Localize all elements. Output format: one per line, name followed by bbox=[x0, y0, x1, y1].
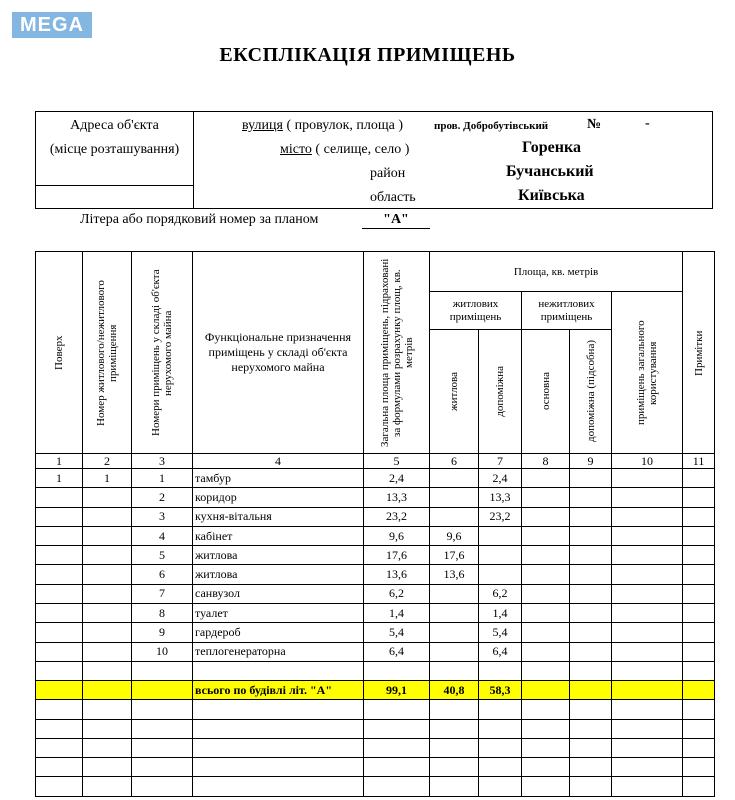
address-label: Адреса об'єкта bbox=[70, 118, 159, 133]
street-value: пров. Добробутівський bbox=[434, 120, 549, 132]
empty-cell bbox=[522, 546, 570, 565]
header-purpose: Функціональне призначення приміщень у складі об'єкта нерухомого майна bbox=[193, 252, 364, 454]
empty-cell bbox=[612, 584, 683, 603]
empty-cell bbox=[570, 681, 612, 700]
auxiliary-area-cell: 6,2 bbox=[479, 584, 522, 603]
header-living: житлова bbox=[430, 330, 479, 454]
table-row bbox=[36, 584, 715, 603]
number-label: № bbox=[587, 117, 602, 132]
empty-cell bbox=[612, 700, 683, 719]
living-area-cell bbox=[430, 738, 479, 757]
divider bbox=[36, 185, 193, 186]
empty-cell bbox=[522, 777, 570, 796]
living-area-cell bbox=[430, 623, 479, 642]
empty-cell bbox=[683, 546, 715, 565]
room-number-cell: 2 bbox=[132, 488, 193, 507]
mega-watermark-logo: MEGA bbox=[12, 12, 92, 38]
auxiliary-area-cell bbox=[479, 700, 522, 719]
empty-cell bbox=[570, 642, 612, 661]
empty-cell bbox=[522, 681, 570, 700]
empty-cell bbox=[570, 700, 612, 719]
total-row bbox=[36, 681, 715, 700]
total-area-cell: 1,4 bbox=[364, 604, 430, 623]
room-number-cell bbox=[132, 738, 193, 757]
apartment-cell bbox=[83, 488, 132, 507]
room-number-cell: 10 bbox=[132, 642, 193, 661]
room-name-cell: всього по будівлі літ. "А" bbox=[193, 681, 364, 700]
empty-cell bbox=[683, 738, 715, 757]
empty-cell bbox=[612, 565, 683, 584]
room-name-cell bbox=[193, 758, 364, 777]
table-row bbox=[36, 604, 715, 623]
table-row bbox=[36, 469, 715, 488]
empty-cell bbox=[612, 719, 683, 738]
empty-cell bbox=[612, 546, 683, 565]
total-area-cell: 5,4 bbox=[364, 623, 430, 642]
empty-cell bbox=[522, 584, 570, 603]
empty-cell bbox=[570, 584, 612, 603]
empty-cell bbox=[683, 604, 715, 623]
empty-cell bbox=[612, 758, 683, 777]
living-area-cell bbox=[430, 469, 479, 488]
living-area-cell bbox=[430, 719, 479, 738]
auxiliary-area-cell: 6,4 bbox=[479, 642, 522, 661]
empty-cell bbox=[612, 604, 683, 623]
district-label: район bbox=[370, 166, 406, 181]
city-value: Горенка bbox=[522, 139, 581, 156]
table-row bbox=[36, 565, 715, 584]
apartment-cell bbox=[83, 507, 132, 526]
empty-cell bbox=[522, 526, 570, 545]
table-row bbox=[36, 623, 715, 642]
address-box bbox=[35, 111, 713, 209]
room-name-cell: кухня-вітальня bbox=[193, 507, 364, 526]
living-area-cell: 9,6 bbox=[430, 526, 479, 545]
apartment-cell bbox=[83, 777, 132, 796]
room-name-cell: тамбур bbox=[193, 469, 364, 488]
auxiliary-area-cell bbox=[479, 719, 522, 738]
room-number-cell bbox=[132, 681, 193, 700]
apartment-cell bbox=[83, 565, 132, 584]
apartment-cell bbox=[83, 700, 132, 719]
room-number-cell: 3 bbox=[132, 507, 193, 526]
table-row bbox=[36, 700, 715, 719]
header-floor: Поверх bbox=[36, 252, 83, 454]
floor-cell bbox=[36, 661, 83, 680]
floor-cell: 1 bbox=[36, 469, 83, 488]
living-area-cell bbox=[430, 584, 479, 603]
floor-cell bbox=[36, 565, 83, 584]
room-number-cell: 1 bbox=[132, 469, 193, 488]
empty-cell bbox=[522, 507, 570, 526]
auxiliary-area-cell bbox=[479, 526, 522, 545]
auxiliary-area-cell: 2,4 bbox=[479, 469, 522, 488]
empty-cell bbox=[522, 604, 570, 623]
total-area-cell bbox=[364, 758, 430, 777]
apartment-cell bbox=[83, 584, 132, 603]
apartment-cell bbox=[83, 642, 132, 661]
region-label: область bbox=[370, 190, 416, 205]
room-name-cell bbox=[193, 719, 364, 738]
page-title: ЕКСПЛІКАЦІЯ ПРИМІЩЕНЬ bbox=[219, 44, 516, 66]
living-area-cell: 17,6 bbox=[430, 546, 479, 565]
header-apartment-number: Номер житлового/нежитлового приміщення bbox=[83, 252, 132, 454]
auxiliary-area-cell: 5,4 bbox=[479, 623, 522, 642]
total-area-cell bbox=[364, 719, 430, 738]
total-area-cell: 23,2 bbox=[364, 507, 430, 526]
table-row bbox=[36, 488, 715, 507]
floor-cell bbox=[36, 719, 83, 738]
empty-cell bbox=[570, 565, 612, 584]
apartment-cell bbox=[83, 604, 132, 623]
empty-cell bbox=[612, 738, 683, 757]
header-auxiliary-utility: допоміжна (підсобна) bbox=[570, 330, 612, 454]
table-row bbox=[36, 758, 715, 777]
empty-cell bbox=[612, 777, 683, 796]
header-main: основна bbox=[522, 330, 570, 454]
number-value: - bbox=[645, 116, 650, 131]
total-area-cell: 6,4 bbox=[364, 642, 430, 661]
address-label-cell bbox=[36, 112, 194, 208]
column-number-row: 1 2 3 4 5 6 7 8 9 10 11 bbox=[36, 454, 715, 469]
empty-cell bbox=[683, 623, 715, 642]
living-area-cell bbox=[430, 661, 479, 680]
table-row bbox=[36, 777, 715, 796]
empty-cell bbox=[612, 526, 683, 545]
total-area-cell: 6,2 bbox=[364, 584, 430, 603]
room-name-cell bbox=[193, 777, 364, 796]
total-area-cell: 2,4 bbox=[364, 469, 430, 488]
header-area-group: Площа, кв. метрів bbox=[430, 252, 683, 292]
table-row bbox=[36, 738, 715, 757]
empty-cell bbox=[522, 700, 570, 719]
total-area-cell bbox=[364, 700, 430, 719]
floor-cell bbox=[36, 488, 83, 507]
room-name-cell: теплогенераторна bbox=[193, 642, 364, 661]
total-area-cell: 17,6 bbox=[364, 546, 430, 565]
district-value: Бучанський bbox=[506, 163, 594, 180]
litera-value: "А" bbox=[362, 212, 430, 229]
empty-cell bbox=[683, 681, 715, 700]
auxiliary-area-cell bbox=[479, 777, 522, 796]
auxiliary-area-cell: 1,4 bbox=[479, 604, 522, 623]
empty-cell bbox=[522, 738, 570, 757]
room-number-cell bbox=[132, 700, 193, 719]
living-area-cell: 40,8 bbox=[430, 681, 479, 700]
empty-cell bbox=[570, 488, 612, 507]
room-number-cell: 9 bbox=[132, 623, 193, 642]
empty-cell bbox=[522, 758, 570, 777]
empty-cell bbox=[612, 507, 683, 526]
apartment-cell: 1 bbox=[83, 469, 132, 488]
living-area-cell bbox=[430, 488, 479, 507]
empty-cell bbox=[522, 719, 570, 738]
auxiliary-area-cell bbox=[479, 758, 522, 777]
header-auxiliary: допоміжна bbox=[479, 330, 522, 454]
floor-cell bbox=[36, 546, 83, 565]
empty-cell bbox=[683, 700, 715, 719]
empty-cell bbox=[683, 488, 715, 507]
empty-cell bbox=[570, 546, 612, 565]
room-number-cell bbox=[132, 661, 193, 680]
total-area-cell: 13,6 bbox=[364, 565, 430, 584]
room-number-cell: 6 bbox=[132, 565, 193, 584]
header-room-number: Номери приміщень у складі об'єкта нерухомого майна bbox=[132, 252, 193, 454]
empty-cell bbox=[522, 488, 570, 507]
empty-cell bbox=[570, 719, 612, 738]
room-number-cell bbox=[132, 719, 193, 738]
living-area-cell bbox=[430, 507, 479, 526]
room-name-cell: житлова bbox=[193, 546, 364, 565]
empty-cell bbox=[522, 661, 570, 680]
empty-cell bbox=[570, 526, 612, 545]
empty-cell bbox=[683, 507, 715, 526]
apartment-cell bbox=[83, 758, 132, 777]
apartment-cell bbox=[83, 546, 132, 565]
auxiliary-area-cell bbox=[479, 661, 522, 680]
floor-cell bbox=[36, 584, 83, 603]
table-row bbox=[36, 719, 715, 738]
apartment-cell bbox=[83, 738, 132, 757]
header-total-area: Загальна площа приміщень, підраховані за формулами розрахунку площ, кв. метрів bbox=[364, 252, 430, 454]
room-number-cell: 7 bbox=[132, 584, 193, 603]
street-label: вулиця ( провулок, площа ) bbox=[242, 118, 404, 133]
floor-cell bbox=[36, 642, 83, 661]
room-name-cell: гардероб bbox=[193, 623, 364, 642]
location-label: (місце розташування) bbox=[49, 142, 180, 157]
empty-cell bbox=[570, 758, 612, 777]
empty-cell bbox=[570, 738, 612, 757]
header-nonresidential: нежитлових приміщень bbox=[522, 292, 612, 330]
table-row bbox=[36, 546, 715, 565]
room-name-cell bbox=[193, 700, 364, 719]
apartment-cell bbox=[83, 681, 132, 700]
apartment-cell bbox=[83, 623, 132, 642]
total-area-cell: 9,6 bbox=[364, 526, 430, 545]
total-area-cell bbox=[364, 661, 430, 680]
empty-cell bbox=[612, 642, 683, 661]
table-row bbox=[36, 661, 715, 680]
apartment-cell bbox=[83, 526, 132, 545]
room-name-cell bbox=[193, 738, 364, 757]
empty-cell bbox=[570, 777, 612, 796]
floor-cell bbox=[36, 526, 83, 545]
empty-cell bbox=[570, 507, 612, 526]
living-area-cell bbox=[430, 700, 479, 719]
total-area-cell: 99,1 bbox=[364, 681, 430, 700]
city-label: місто ( селище, село ) bbox=[280, 142, 410, 157]
table-row bbox=[36, 642, 715, 661]
empty-cell bbox=[522, 469, 570, 488]
header-notes: Примітки bbox=[683, 252, 715, 454]
total-area-cell bbox=[364, 777, 430, 796]
header-common-use: приміщень загального користування bbox=[612, 292, 683, 454]
room-number-cell: 8 bbox=[132, 604, 193, 623]
floor-cell bbox=[36, 738, 83, 757]
explication-table bbox=[35, 251, 715, 797]
empty-cell bbox=[570, 469, 612, 488]
table-row bbox=[36, 526, 715, 545]
apartment-cell bbox=[83, 661, 132, 680]
room-name-cell bbox=[193, 661, 364, 680]
empty-cell bbox=[522, 565, 570, 584]
total-area-cell: 13,3 bbox=[364, 488, 430, 507]
living-area-cell bbox=[430, 777, 479, 796]
auxiliary-area-cell bbox=[479, 565, 522, 584]
room-name-cell: туалет bbox=[193, 604, 364, 623]
floor-cell bbox=[36, 700, 83, 719]
floor-cell bbox=[36, 507, 83, 526]
empty-cell bbox=[612, 681, 683, 700]
room-number-cell bbox=[132, 758, 193, 777]
empty-cell bbox=[683, 719, 715, 738]
auxiliary-area-cell bbox=[479, 738, 522, 757]
floor-cell bbox=[36, 777, 83, 796]
region-value: Київська bbox=[518, 187, 585, 204]
header-residential: житлових приміщень bbox=[430, 292, 522, 330]
empty-cell bbox=[612, 623, 683, 642]
empty-cell bbox=[522, 642, 570, 661]
auxiliary-area-cell: 23,2 bbox=[479, 507, 522, 526]
auxiliary-area-cell bbox=[479, 546, 522, 565]
empty-cell bbox=[683, 469, 715, 488]
empty-cell bbox=[683, 526, 715, 545]
empty-cell bbox=[683, 777, 715, 796]
living-area-cell: 13,6 bbox=[430, 565, 479, 584]
empty-cell bbox=[570, 604, 612, 623]
empty-cell bbox=[683, 565, 715, 584]
table-row bbox=[36, 507, 715, 526]
floor-cell bbox=[36, 758, 83, 777]
room-name-cell: санвузол bbox=[193, 584, 364, 603]
room-name-cell: коридор bbox=[193, 488, 364, 507]
empty-cell bbox=[683, 642, 715, 661]
empty-cell bbox=[612, 661, 683, 680]
floor-cell bbox=[36, 604, 83, 623]
empty-cell bbox=[570, 661, 612, 680]
living-area-cell bbox=[430, 604, 479, 623]
apartment-cell bbox=[83, 719, 132, 738]
living-area-cell bbox=[430, 642, 479, 661]
room-name-cell: житлова bbox=[193, 565, 364, 584]
empty-cell bbox=[522, 623, 570, 642]
room-number-cell bbox=[132, 777, 193, 796]
room-number-cell: 4 bbox=[132, 526, 193, 545]
auxiliary-area-cell: 13,3 bbox=[479, 488, 522, 507]
empty-cell bbox=[683, 758, 715, 777]
empty-cell bbox=[570, 623, 612, 642]
empty-cell bbox=[612, 488, 683, 507]
litera-label: Літера або порядковий номер за планом bbox=[80, 212, 319, 227]
room-number-cell: 5 bbox=[132, 546, 193, 565]
total-area-cell bbox=[364, 738, 430, 757]
empty-cell bbox=[683, 584, 715, 603]
floor-cell bbox=[36, 623, 83, 642]
room-name-cell: кабінет bbox=[193, 526, 364, 545]
living-area-cell bbox=[430, 758, 479, 777]
empty-cell bbox=[683, 661, 715, 680]
empty-cell bbox=[612, 469, 683, 488]
floor-cell bbox=[36, 681, 83, 700]
auxiliary-area-cell: 58,3 bbox=[479, 681, 522, 700]
